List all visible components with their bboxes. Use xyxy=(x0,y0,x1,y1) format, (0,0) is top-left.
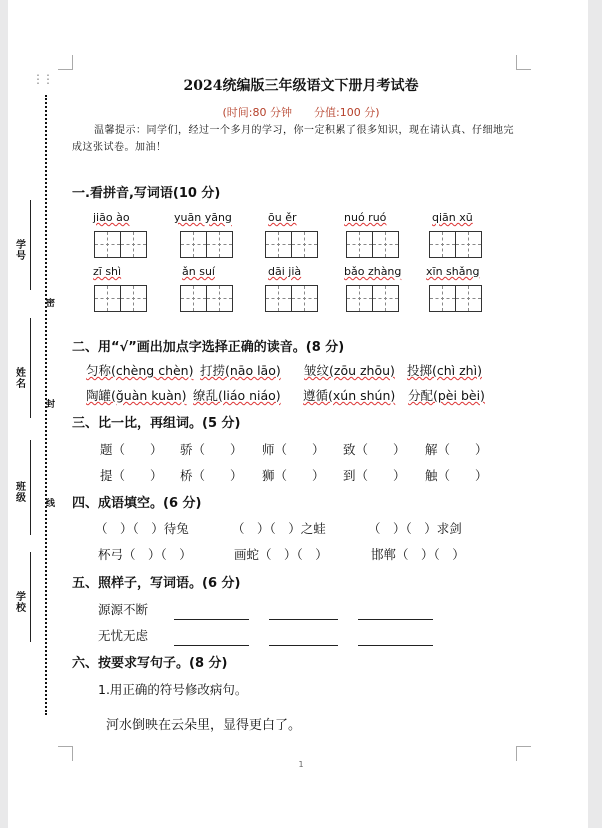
idiom-item[interactable]: （ ）（ ）之蛙 xyxy=(232,521,326,536)
seal-char-mi: 密 xyxy=(46,299,56,309)
idiom-item[interactable]: 画蛇（ ）（ ） xyxy=(234,547,328,562)
crop-mark-top-left xyxy=(58,55,73,70)
writing-grid[interactable] xyxy=(429,231,481,258)
pinyin-label: xīn shǎng xyxy=(426,265,480,278)
idiom-item[interactable]: 杯弓（ ）（ ） xyxy=(98,547,192,562)
writing-grid[interactable] xyxy=(180,231,232,258)
pronunciation-option[interactable]: 分配(pèi bèi) xyxy=(408,388,485,403)
instructions-text: 温馨提示：同学们，经过一个多月的学习，你一定积累了很多知识，现在请认真、仔细地完成这张试卷。加油！ xyxy=(72,125,514,153)
section-heading: 四、成语填空。(6 分) xyxy=(72,496,202,511)
writing-grid[interactable] xyxy=(346,231,398,258)
pronunciation-option[interactable]: 陶罐(ğuàn kuàn) xyxy=(86,388,187,403)
example-word: 无忧无虑 xyxy=(98,628,149,643)
pinyin-label: qiān xū xyxy=(432,211,473,224)
pinyin-label: jiāo ào xyxy=(93,211,130,224)
question-text: 1.用正确的符号修改病句。 xyxy=(98,682,248,697)
pronunciation-option[interactable]: 匀称(chèng chèn) xyxy=(86,363,194,378)
pinyin-label: nuó ruó xyxy=(344,211,387,224)
pronunciation-option[interactable]: 遵循(xún shún) xyxy=(303,388,396,403)
compare-item[interactable]: 题（ ） xyxy=(100,442,163,457)
compare-item[interactable]: 师（ ） xyxy=(262,442,325,457)
example-word: 源源不断 xyxy=(98,602,149,617)
side-label-class: 班级 xyxy=(16,482,26,504)
pronunciation-option[interactable]: 打捞(nāo lāo) xyxy=(200,363,281,378)
pinyin-label: yuān yāng xyxy=(174,211,232,224)
crop-mark-top-right xyxy=(516,55,531,70)
pronunciation-option[interactable]: 缭乱(liáo niáo) xyxy=(193,388,281,403)
section-heading: 一.看拼音,写词语(10 分) xyxy=(72,186,221,201)
pinyin-label: zī shì xyxy=(93,265,122,278)
compare-item[interactable]: 提（ ） xyxy=(100,468,163,483)
writing-grid[interactable] xyxy=(94,285,146,312)
answer-blank[interactable] xyxy=(358,627,433,646)
answer-blank[interactable] xyxy=(358,601,433,620)
drag-handle-icon[interactable]: ⋮⋮ xyxy=(32,72,52,86)
writing-grid[interactable] xyxy=(346,285,398,312)
binding-field-line xyxy=(30,552,31,642)
compare-item[interactable]: 触（ ） xyxy=(425,468,488,483)
section-heading: 三、比一比，再组词。(5 分) xyxy=(72,416,241,431)
pronunciation-option[interactable]: 投掷(chì zhì) xyxy=(407,363,482,378)
compare-item[interactable]: 骄（ ） xyxy=(180,442,243,457)
compare-item[interactable]: 桥（ ） xyxy=(180,468,243,483)
writing-grid[interactable] xyxy=(265,285,317,312)
pinyin-label: dāi jià xyxy=(268,265,302,278)
answer-blank[interactable] xyxy=(269,601,338,620)
answer-blank[interactable] xyxy=(269,627,338,646)
compare-item[interactable]: 到（ ） xyxy=(343,468,406,483)
pinyin-label: bǎo zhàng xyxy=(344,265,402,278)
pinyin-label: ōu ěr xyxy=(268,211,297,224)
crop-mark-bottom-left xyxy=(58,746,73,761)
side-label-school: 学校 xyxy=(16,592,26,614)
writing-grid[interactable] xyxy=(94,231,146,258)
page-number: 1 xyxy=(298,760,304,769)
idiom-item[interactable]: （ ）（ ）求剑 xyxy=(368,521,462,536)
compare-item[interactable]: 致（ ） xyxy=(343,442,406,457)
writing-grid[interactable] xyxy=(429,285,481,312)
binding-field-line xyxy=(30,200,31,290)
writing-grid[interactable] xyxy=(265,231,317,258)
writing-grid[interactable] xyxy=(180,285,232,312)
crop-mark-bottom-right xyxy=(516,746,531,761)
answer-blank[interactable] xyxy=(174,627,249,646)
side-label-student-id: 学号 xyxy=(16,240,26,262)
page-title: 2024统编版三年级语文下册月考试卷 xyxy=(183,78,419,94)
pronunciation-option[interactable]: 皱纹(zōu zhōu) xyxy=(304,363,395,378)
idiom-item[interactable]: （ ）（ ）待兔 xyxy=(95,521,189,536)
side-label-name: 姓名 xyxy=(16,368,26,390)
seal-char-feng: 封 xyxy=(46,400,56,410)
sentence-text: 河水倒映在云朵里，显得更白了。 xyxy=(106,718,302,733)
answer-blank[interactable] xyxy=(174,601,249,620)
binding-field-line xyxy=(30,440,31,535)
compare-item[interactable]: 狮（ ） xyxy=(262,468,325,483)
section-heading: 五、照样子，写词语。(6 分) xyxy=(72,576,241,591)
binding-field-line xyxy=(30,318,31,418)
section-heading: 二、用“√”画出加点字选择正确的读音。(8 分) xyxy=(72,340,345,355)
section-heading: 六、按要求写句子。(8 分) xyxy=(72,656,228,671)
compare-item[interactable]: 解（ ） xyxy=(425,442,488,457)
pinyin-label: ǎn suí xyxy=(182,265,215,278)
idiom-item[interactable]: 邯郸（ ）（ ） xyxy=(371,547,465,562)
exam-info: (时间:80 分钟 分值:100 分) xyxy=(222,106,380,119)
seal-char-xian: 线 xyxy=(46,499,56,509)
